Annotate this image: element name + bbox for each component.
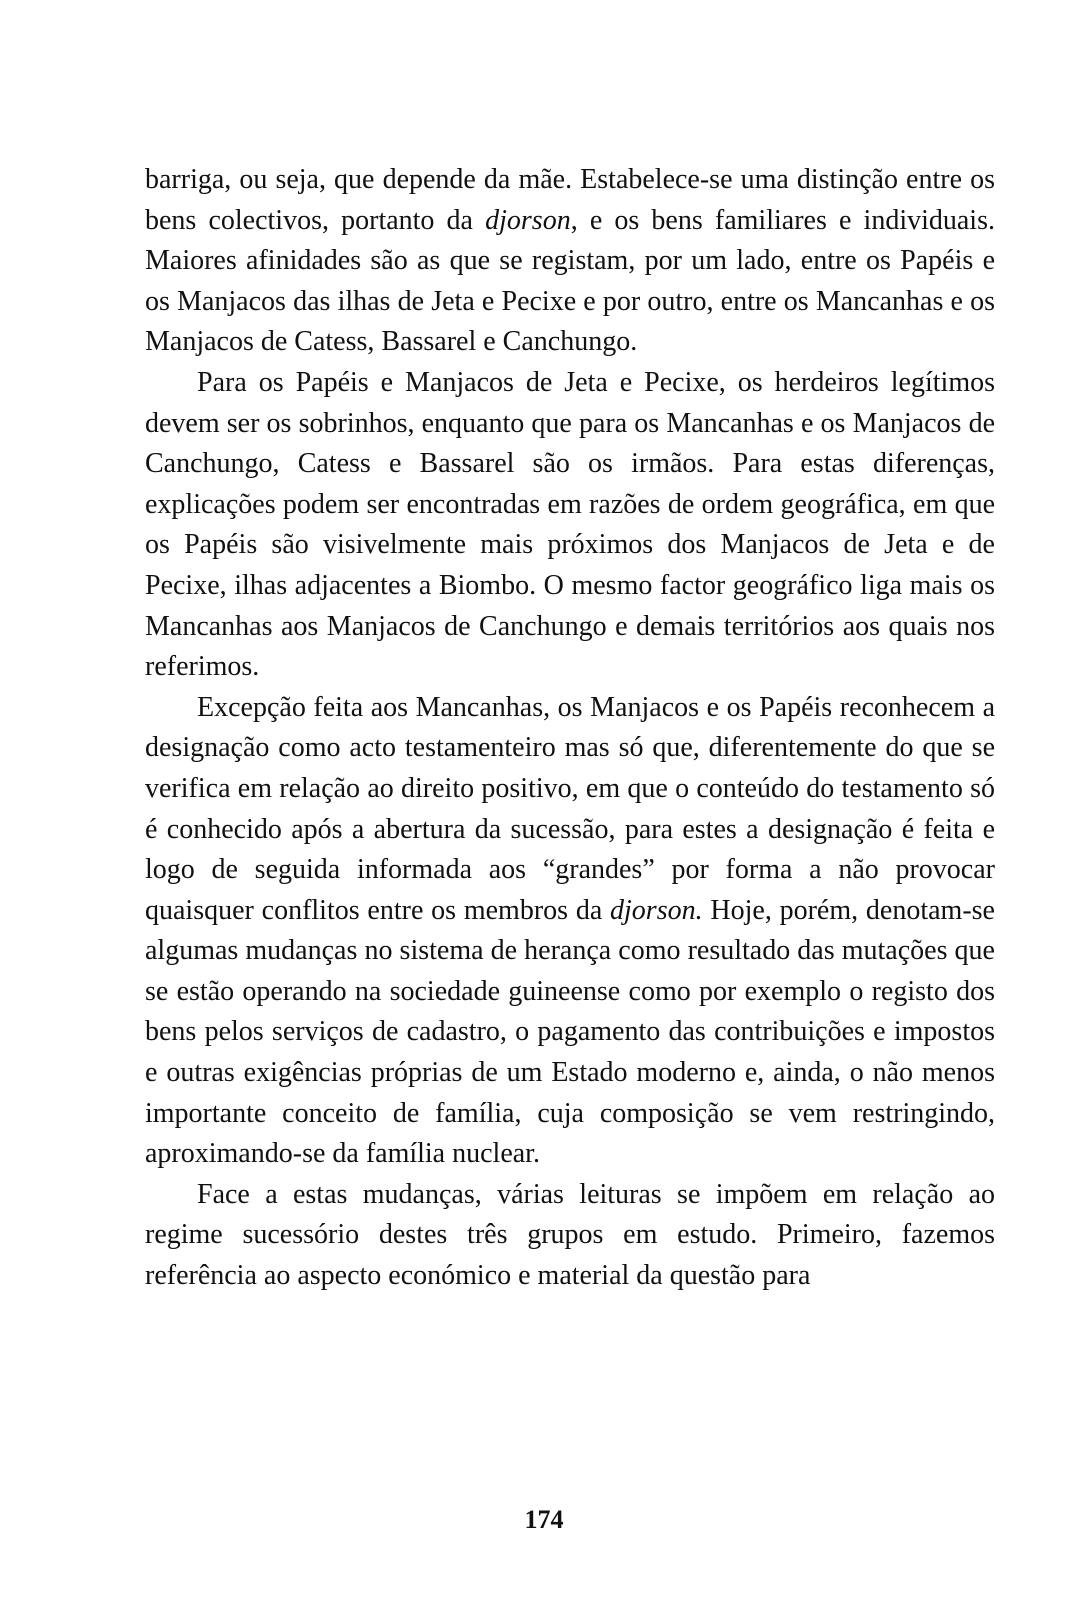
page-number: 174 xyxy=(524,1505,564,1534)
paragraph-4 xyxy=(145,1175,995,1297)
body-text xyxy=(145,160,995,1297)
term-djorson: djorson xyxy=(485,204,571,236)
paragraph-1 xyxy=(145,160,995,363)
paragraph-3 xyxy=(145,688,995,1175)
paragraph-2 xyxy=(145,363,995,688)
paragraph-1-text-a: barriga, ou seja, que depende da mãe. Estabelece-se uma distinção entre os bens colectivos, portanto da xyxy=(145,164,995,236)
paragraph-3-text-a: Excepção feita aos Mancanhas, os Manjacos e os Papéis reconhecem a designação como acto testamenteiro mas só que, diferentemente do que se verifica em relação ao direito positivo, em que o conteúdo do testamento só é conhecido após a abertura da sucessão, para estes a designação é feita e logo de seguida informada aos “grandes” por forma a não provocar quaisquer conflitos entre os membros da xyxy=(145,691,995,926)
paragraph-2-text: Para os Papéis e Manjacos de Jeta e Pecixe, os herdeiros legítimos devem ser os sobrinhos, enquanto que para os Mancanhas e os Manjacos de Canchungo, Catess e Bassarel são os irmãos. Para estas diferenças, explicações podem ser encontradas em razões de ordem geográfica, em que os Papéis são visivelmente mais próximos dos Manjacos de Jeta e de Pecixe, ilhas adjacentes a Biombo. O mesmo factor geográfico liga mais os Mancanhas aos Manjacos de Canchungo e demais territórios aos quais nos referimos. xyxy=(145,366,995,683)
term-djorson-2: djorson. xyxy=(610,894,703,926)
paragraph-3-text-b: Hoje, porém, denotam-se algumas mudanças no sistema de herança como resultado das mutações que se estão operando na sociedade guineense como por exemplo o registo dos bens pelos serviços de cadastro, o pagamento das contribuições e impostos e outras exigências próprias de um Estado moderno e, ainda, o não menos importante conceito de família, cuja composição se vem restringindo, aproximando-se da família nuclear. xyxy=(145,894,995,1170)
paragraph-4-text: Face a estas mudanças, várias leituras se impõem em relação ao regime sucessório destes três grupos em estudo. Primeiro, fazemos referência ao aspecto económico e material da questão para xyxy=(145,1178,995,1292)
paragraph-1-text-b: , e os bens familiares e individuais. Maiores afinidades são as que se registam, por um lado, entre os Papéis e os Manjacos das ilhas de Jeta e Pecixe e por outro, entre os Mancanhas e os Manjacos de Catess, Bassarel e Canchungo. xyxy=(145,204,995,358)
